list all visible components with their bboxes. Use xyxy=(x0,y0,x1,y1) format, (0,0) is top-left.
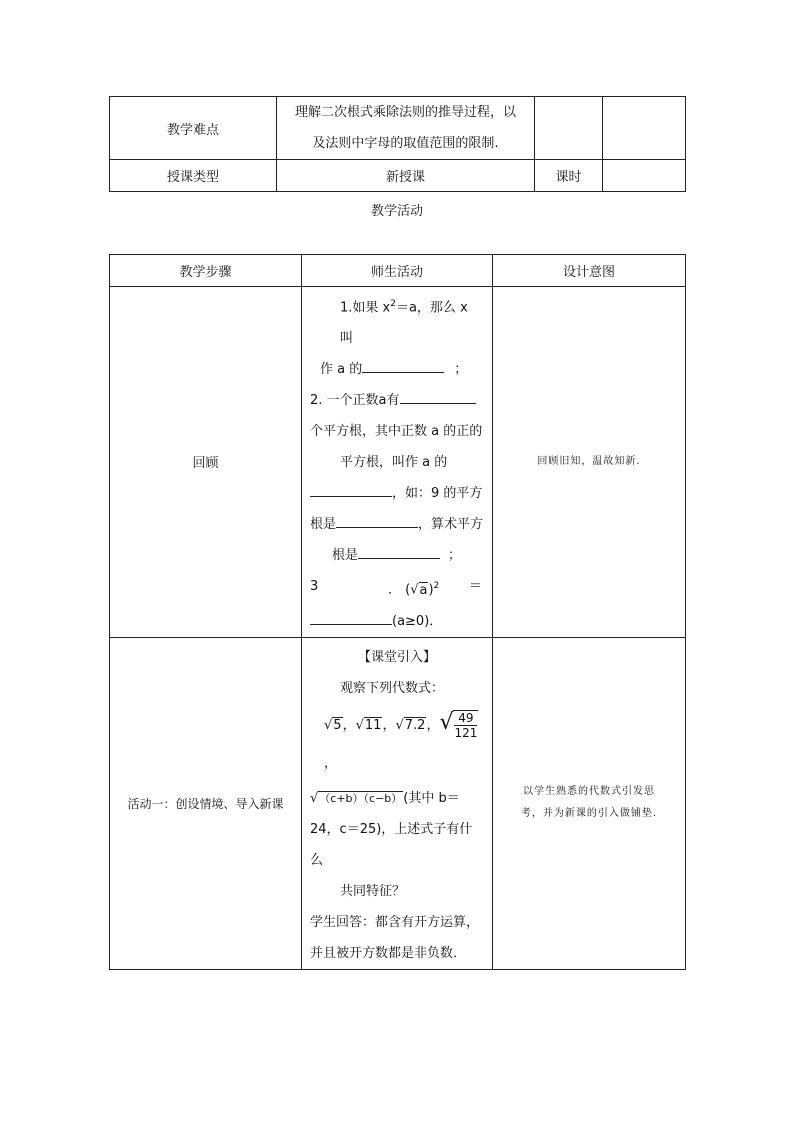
class-hours-label: 课时 xyxy=(535,160,603,192)
header-activity: 师生活动 xyxy=(302,255,493,287)
header-intent: 设计意图 xyxy=(493,255,686,287)
student-answer-2: 并且被开方数都是非负数． xyxy=(310,945,467,961)
intro-heading: 【课堂引入】 xyxy=(357,649,436,665)
question-2-line-2: 个平方根，其中正数 a 的正的 xyxy=(310,424,483,440)
difficulty-empty-cell-2 xyxy=(603,97,686,160)
difficulty-label: 教学难点 xyxy=(110,97,277,160)
question-3-line-1: 3 ． $(√a)^2$ ＝ xyxy=(310,579,482,598)
top-info-table xyxy=(109,96,686,192)
review-activity-cell xyxy=(302,287,493,638)
step-review: 回顾 xyxy=(110,287,302,638)
lesson-type-label: 授课类型 xyxy=(110,160,277,192)
review-questions xyxy=(302,289,492,637)
student-answer-1: 学生回答：都含有开方运算， xyxy=(310,914,480,930)
intro-content xyxy=(302,642,492,969)
answer-blank xyxy=(310,610,392,625)
intro-intent: 以学生熟悉的代数式引发思 考，并为新课的引入做铺垫. xyxy=(493,637,686,969)
answer-blank xyxy=(362,358,444,373)
observe-prompt: 观察下列代数式： xyxy=(340,680,445,696)
difficulty-line-2: 及法则中字母的取值范围的限制. xyxy=(312,136,499,151)
question-2-line-5: 根是 ，算术平方 xyxy=(310,509,484,540)
sqrt-sign: √ xyxy=(410,582,419,598)
radical-expressions: √5，√11，√7.2，√ $\frac{49}{121}$ ， xyxy=(324,709,478,771)
expression-condition: 24，c＝25)，上述式子有什么 xyxy=(310,821,473,868)
question-2-line-4: ，如：9 的平方 xyxy=(310,478,484,509)
common-feature-question: 共同特征？ xyxy=(340,883,406,899)
activity-table xyxy=(109,254,686,970)
difficulty-content xyxy=(277,97,535,160)
answer-blank xyxy=(358,544,440,559)
step-activity-one: 活动一：创设情境、导入新课 xyxy=(110,637,302,969)
expression-line: √（c+b）（c−b）(其中 b＝ xyxy=(310,790,460,806)
answer-blank xyxy=(336,513,418,528)
answer-blank xyxy=(310,482,392,497)
header-step: 教学步骤 xyxy=(110,255,302,287)
difficulty-line-1: 理解二次根式乘除法则的推导过程，以 xyxy=(294,105,516,120)
review-intent: 回顾旧知，温故知新. xyxy=(493,287,686,638)
intro-activity-cell xyxy=(302,637,493,969)
lesson-type-value: 新授课 xyxy=(277,160,535,192)
question-3-line-2: (a≥0)． xyxy=(310,606,484,637)
difficulty-empty-cell-1 xyxy=(535,97,603,160)
fraction-49-121: $\frac{49}{121}$ xyxy=(454,711,478,741)
question-2-line-1: 2. 一个正数a有 xyxy=(310,385,484,416)
question-2-line-3: 平方根，叫作 a 的 xyxy=(340,455,448,471)
question-2-line-6: 根是 ； xyxy=(310,540,484,571)
question-1-line-1: 1.如果 $x^2=a$，那么 x 叫 xyxy=(340,299,468,347)
answer-blank xyxy=(400,389,476,404)
class-hours-value xyxy=(603,160,686,192)
question-1-line-2: 作 a 的 ； xyxy=(310,354,484,385)
activity-section-title: 教学活动 xyxy=(370,204,423,219)
